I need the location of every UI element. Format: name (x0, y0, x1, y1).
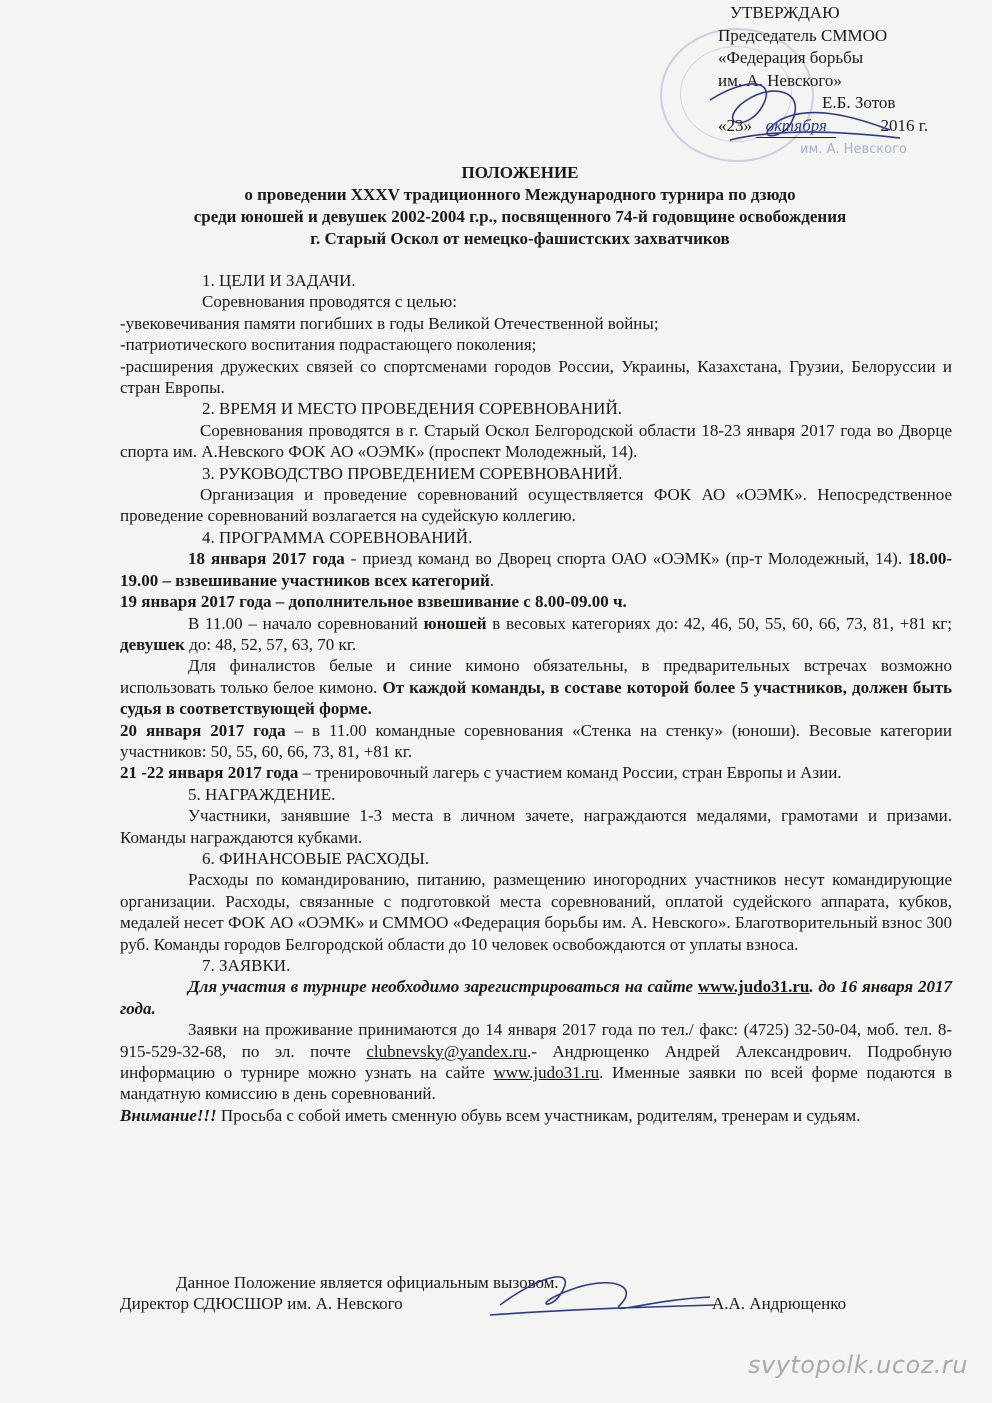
info-site-link[interactable]: www.judo31.ru (493, 1063, 600, 1083)
chairman-signature (690, 70, 910, 155)
director-name: А.А. Андрющенко (712, 1294, 847, 1313)
section-1-heading: 1. ЦЕЛИ И ЗАДАЧИ. (202, 271, 356, 290)
registration-site-link[interactable]: www.judo31.ru (697, 977, 810, 997)
document-title (110, 162, 930, 250)
program-day-19: 19 января 2017 года – дополнительное взвешивание с 8.00-09.00 ч. (120, 592, 627, 612)
approval-date-day: «23» (718, 115, 752, 135)
section-2-text: Соревнования проводятся в г. Старый Оскол Белгородской области 18-23 января 2017 года во Дворце спорта им. А.Невского ФОК АО «ОЭМК» (проспект Молодежный, 14). (120, 420, 952, 462)
approval-line1: УТВЕРЖДАЮ (730, 3, 840, 22)
section-6-text: Расходы по командированию, питанию, размещению иногородних участников несут командирующие организации. Расходы, связанные с подготовкой места соревнований, оплатой судейского аппарата, кубков, медалей несет ФОК АО «ОЭМК» и СММОО «Федерация борьбы им. А. Невского». Благотворительный взнос 300 руб. Команды городов Белгородской области до 10 человек освобождаются от уплаты взноса. (120, 870, 952, 954)
approval-line2: Председатель СММОО (718, 25, 888, 45)
approval-signer: Е.Б. Зотов (822, 93, 896, 112)
section-1-item: -расширения дружеских связей со спортсменами городов России, Украины, Казахстана, Грузии, Белоруссии и стран Европы. (120, 356, 952, 398)
section-1-item: -увековечивания памяти погибших в годы Великой Отечественной войны; (120, 313, 659, 333)
site-watermark: svytopolk.ucoz.ru (747, 1351, 968, 1379)
program-start: В 11.00 – начало соревнований юношей в весовых категориях до: 42, 46, 50, 55, 60, 66, 73, 81, +81 кг; девушек до: 48, 52, 57, 63, 70 кг. (120, 613, 952, 654)
section-1-item: -патриотического воспитания подрастающего поколения; (120, 335, 537, 355)
approval-date-year: 2016 г. (880, 115, 929, 135)
program-day-18: 18 января 2017 года - приезд команд во Дворец спорта ОАО «ОЭМК» (пр-т Молодежный, 14). 18.00-19.00 – взвешивание участников всех категорий. (120, 549, 952, 590)
section-4-heading: 4. ПРОГРАММА СОРЕВНОВАНИЙ. (202, 527, 473, 547)
section-3-heading: 3. РУКОВОДСТВО ПРОВЕДЕНИЕМ СОРЕВНОВАНИЙ. (202, 463, 623, 483)
section-1-intro: Соревнования проводятся с целью: (202, 292, 457, 312)
registration-note: Для участия в турнире необходимо зарегистрироваться на сайте www.judo31.ru. до 16 января 2017 года. (120, 977, 952, 1018)
section-5-heading: 5. НАГРАЖДЕНИЕ. (188, 784, 336, 804)
section-5-text: Участники, занявшие 1-3 места в личном зачете, награждаются медалями, грамотами и призами. Команды награждаются кубками. (120, 806, 952, 847)
section-2-heading: 2. ВРЕМЯ И МЕСТО ПРОВЕДЕНИЯ СОРЕВНОВАНИЙ. (202, 399, 622, 419)
contact-email-link[interactable]: clubnevsky@yandex.ru (366, 1041, 527, 1061)
document-body (120, 270, 952, 1126)
section-6-heading: 6. ФИНАНСОВЫЕ РАСХОДЫ. (202, 848, 430, 868)
section-7-heading: 7. ЗАЯВКИ. (202, 956, 291, 975)
director-signature (470, 1255, 720, 1330)
accommodation-note: Заявки на проживание принимаются до 14 января 2017 года по тел./ факс: (4725) 32-50-04, моб. тел. 8-915-529-32-68, по эл. почте clubnevsky@yandex.ru.- Андрющенко Андрей Александрович. Подробную информацию о турнире можно узнать на сайте www.judo31.ru. Именные заявки по всей форме подаются в мандатную комиссию в день соревнований. (120, 1020, 952, 1104)
title-line3: среди юношей и девушек 2002-2004 г.р., посвященного 74-й годовщине освобождения (193, 207, 847, 226)
program-day-21: 21 -22 января 2017 года – тренировочный лагерь с участием команд России, стран Европы и Азии. (120, 763, 842, 783)
title-line2: о проведении XXXV традиционного Международного турнира по дзюдо (244, 185, 796, 204)
stamp-text: им. А. Невского (800, 142, 907, 157)
official-call: Данное Положение является официальным вызовом. (176, 1273, 559, 1292)
title-line4: г. Старый Оскол от немецко-фашистских захватчиков (310, 229, 730, 248)
title-line1: ПОЛОЖЕНИЕ (461, 163, 579, 182)
approval-line4: им. А. Невского» (718, 70, 842, 90)
approval-date-month: октября (756, 115, 836, 139)
attention-note: Внимание!!! Просьба с собой иметь сменную обувь всем участникам, родителям, тренерам и судьям. (120, 1105, 861, 1125)
section-3-text: Организация и проведение соревнований осуществляется ФОК АО «ОЭМК». Непосредственное проведение соревнований возлагается на судейскую коллегию. (120, 485, 952, 526)
approval-line3: «Федерация борьбы (718, 48, 864, 67)
program-day-20: 20 января 2017 года – в 11.00 командные соревнования «Стенка на стенку» (юноши). Весовые категории участников: 50, 55, 60, 66, 73, 81, +81 кг. (120, 720, 953, 761)
director-title: Директор СДЮСШОР им. А. Невского (120, 1294, 403, 1313)
program-kimono: Для финалистов белые и синие кимоно обязательны, в предварительных встречах возможно использовать только белое кимоно. От каждой команды, в составе которой более 5 участников, должен быть судья в соответствующей форме. (120, 656, 952, 719)
